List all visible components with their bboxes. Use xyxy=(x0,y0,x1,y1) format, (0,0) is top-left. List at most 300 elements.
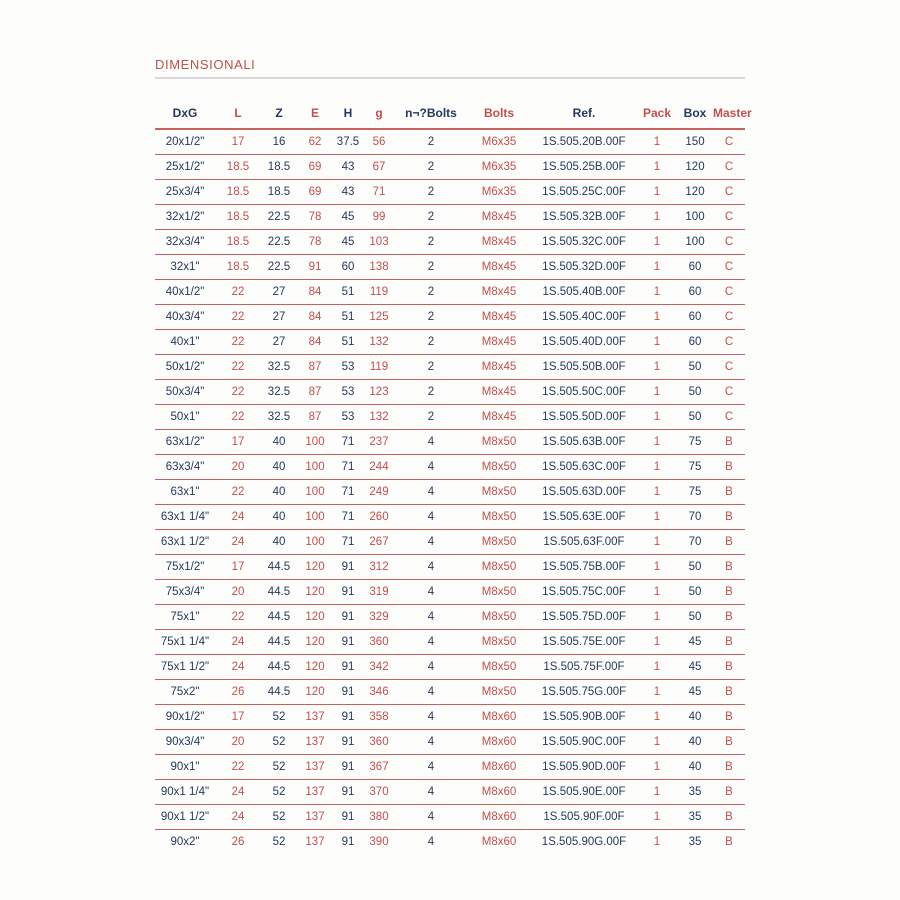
cell-n-bolts: 4 xyxy=(395,580,467,605)
table-row xyxy=(155,355,745,380)
cell-e: 120 xyxy=(297,655,333,680)
cell-h: 91 xyxy=(341,836,355,848)
cell-l: 22 xyxy=(215,480,261,505)
cell-n-bolts: 4 xyxy=(395,555,467,580)
table-row xyxy=(155,205,745,230)
cell-z: 40 xyxy=(261,430,297,455)
cell-h: 53 xyxy=(333,405,363,430)
cell-n-bolts: 4 xyxy=(395,480,467,505)
cell-ref: 1S.505.90F.00F xyxy=(531,805,637,830)
cell-bolts: M8x45 xyxy=(467,380,531,405)
cell-h: 71 xyxy=(333,480,363,505)
cell-z: 44.5 xyxy=(261,630,297,655)
cell-e: 69 xyxy=(297,155,333,180)
cell-e: 137 xyxy=(297,755,333,780)
cell-l: 22 xyxy=(215,405,261,430)
cell-e: 84 xyxy=(297,280,333,305)
cell-e: 120 xyxy=(297,580,333,605)
cell-l: 24 xyxy=(215,655,261,680)
cell-g: 312 xyxy=(363,555,395,580)
cell-ref: 1S.505.20B.00F xyxy=(531,129,637,155)
cell-ref: 1S.505.63D.00F xyxy=(531,480,637,505)
cell-e: 100 xyxy=(297,530,333,555)
cell-l: 24 xyxy=(215,780,261,805)
cell-box: 35 xyxy=(688,836,702,848)
cell-e: 137 xyxy=(297,805,333,830)
cell-box: 45 xyxy=(677,680,713,705)
cell-pack: 1 xyxy=(653,836,661,848)
cell-l: 18.5 xyxy=(215,255,261,280)
cell-dxg: 90x1/2" xyxy=(155,705,215,730)
cell-bolts: M8x45 xyxy=(467,280,531,305)
cell-pack: 1 xyxy=(637,805,677,830)
cell-box: 50 xyxy=(677,355,713,380)
table-row xyxy=(155,230,745,255)
cell-box: 50 xyxy=(677,605,713,630)
cell-ref: 1S.505.63B.00F xyxy=(531,430,637,455)
cell-h: 53 xyxy=(333,355,363,380)
cell-h: 43 xyxy=(333,180,363,205)
column-header-pack: Pack xyxy=(637,94,677,129)
cell-pack: 1 xyxy=(637,330,677,355)
cell-bolts: M6x35 xyxy=(467,180,531,205)
cell-ref: 1S.505.90C.00F xyxy=(531,730,637,755)
table-row xyxy=(155,255,745,280)
cell-e: 87 xyxy=(297,405,333,430)
cell-g: 132 xyxy=(363,405,395,430)
column-header-n-bolts: n¬?Bolts xyxy=(395,94,467,129)
cell-master: B xyxy=(713,780,745,805)
cell-h: 71 xyxy=(333,455,363,480)
page-title: DIMENSIONALI xyxy=(155,57,256,72)
cell-bolts: M8x45 xyxy=(467,205,531,230)
table-row xyxy=(155,780,745,805)
column-header-bolts: Bolts xyxy=(467,94,531,129)
cell-box: 60 xyxy=(677,255,713,280)
cell-l: 22 xyxy=(215,605,261,630)
cell-dxg: 63x1" xyxy=(155,480,215,505)
cell-master: C xyxy=(713,405,745,430)
cell-e: 91 xyxy=(297,255,333,280)
cell-ref: 1S.505.75F.00F xyxy=(531,655,637,680)
cell-h: 91 xyxy=(333,605,363,630)
cell-dxg: 25x1/2" xyxy=(155,155,215,180)
table-row xyxy=(155,680,745,705)
cell-n-bolts: 2 xyxy=(395,305,467,330)
cell-e: 100 xyxy=(297,505,333,530)
cell-n-bolts: 2 xyxy=(395,355,467,380)
cell-l: 22 xyxy=(215,330,261,355)
cell-bolts: M6x35 xyxy=(467,129,531,155)
cell-ref: 1S.505.32B.00F xyxy=(531,205,637,230)
cell-bolts: M8x50 xyxy=(467,430,531,455)
cell-g: 67 xyxy=(363,155,395,180)
cell-g: 360 xyxy=(363,630,395,655)
cell-pack: 1 xyxy=(637,380,677,405)
cell-pack: 1 xyxy=(637,280,677,305)
cell-master: C xyxy=(713,280,745,305)
cell-dxg: 90x2" xyxy=(170,836,200,848)
cell-master: C xyxy=(713,205,745,230)
cell-e: 137 xyxy=(305,836,325,848)
cell-dxg: 32x1" xyxy=(155,255,215,280)
cell-pack: 1 xyxy=(637,205,677,230)
cell-z: 22.5 xyxy=(261,230,297,255)
cell-box: 35 xyxy=(677,805,713,830)
cell-dxg: 63x1/2" xyxy=(155,430,215,455)
cell-box: 75 xyxy=(677,430,713,455)
cell-dxg: 32x3/4" xyxy=(155,230,215,255)
cell-master: B xyxy=(713,730,745,755)
cell-n-bolts: 4 xyxy=(395,680,467,705)
cell-bolts: M8x45 xyxy=(467,330,531,355)
cell-e: 120 xyxy=(297,605,333,630)
cell-l: 20 xyxy=(215,580,261,605)
cell-box: 75 xyxy=(677,455,713,480)
cell-ref: 1S.505.25B.00F xyxy=(531,155,637,180)
cell-n-bolts: 2 xyxy=(395,405,467,430)
cell-box: 50 xyxy=(677,405,713,430)
cell-dxg: 75x1" xyxy=(155,605,215,630)
cell-e: 87 xyxy=(297,380,333,405)
cell-dxg: 40x3/4" xyxy=(155,305,215,330)
cell-h: 51 xyxy=(333,330,363,355)
cell-g: 267 xyxy=(363,530,395,555)
cell-master: B xyxy=(713,455,745,480)
cell-z: 52 xyxy=(261,755,297,780)
cell-master: B xyxy=(725,836,733,848)
cell-h: 45 xyxy=(333,230,363,255)
table-row xyxy=(155,480,745,505)
cell-master: C xyxy=(713,180,745,205)
cell-h: 91 xyxy=(333,655,363,680)
cell-h: 91 xyxy=(333,805,363,830)
table-row xyxy=(155,655,745,680)
cell-z: 18.5 xyxy=(261,155,297,180)
cell-z: 44.5 xyxy=(261,580,297,605)
cell-master: C xyxy=(713,330,745,355)
cell-pack: 1 xyxy=(637,755,677,780)
cell-bolts: M8x50 xyxy=(467,555,531,580)
cell-e: 120 xyxy=(297,630,333,655)
cell-g: 319 xyxy=(363,580,395,605)
cell-ref: 1S.505.75C.00F xyxy=(531,580,637,605)
cell-box: 100 xyxy=(677,205,713,230)
cell-ref: 1S.505.50D.00F xyxy=(531,405,637,430)
column-header-ref: Ref. xyxy=(531,94,637,129)
cell-h: 91 xyxy=(333,730,363,755)
cell-bolts: M8x50 xyxy=(467,655,531,680)
cell-z: 27 xyxy=(261,280,297,305)
cell-e: 78 xyxy=(297,230,333,255)
cell-box: 75 xyxy=(677,480,713,505)
cell-l: 22 xyxy=(215,755,261,780)
cell-pack: 1 xyxy=(637,430,677,455)
cell-z: 27 xyxy=(261,305,297,330)
cell-z: 40 xyxy=(261,505,297,530)
cell-e: 100 xyxy=(297,430,333,455)
cell-bolts: M8x60 xyxy=(467,805,531,830)
column-header-h: H xyxy=(333,94,363,129)
cell-master: B xyxy=(713,605,745,630)
cell-ref: 1S.505.40C.00F xyxy=(531,305,637,330)
cell-n-bolts: 4 xyxy=(395,805,467,830)
cell-g: 370 xyxy=(363,780,395,805)
cell-g: 71 xyxy=(363,180,395,205)
cell-g: 342 xyxy=(363,655,395,680)
cell-n-bolts: 2 xyxy=(395,380,467,405)
cell-dxg: 40x1" xyxy=(155,330,215,355)
cell-pack: 1 xyxy=(637,605,677,630)
cell-master: B xyxy=(713,680,745,705)
cell-box: 45 xyxy=(677,655,713,680)
cell-h: 45 xyxy=(333,205,363,230)
cell-bolts: M6x35 xyxy=(467,155,531,180)
cell-e: 137 xyxy=(297,730,333,755)
cell-master: C xyxy=(713,380,745,405)
cell-e: 100 xyxy=(297,480,333,505)
cell-master: C xyxy=(713,230,745,255)
cell-master: B xyxy=(713,580,745,605)
cell-e: 87 xyxy=(297,355,333,380)
table-row xyxy=(155,555,745,580)
cell-ref: 1S.505.50B.00F xyxy=(531,355,637,380)
cell-dxg: 63x1 1/2" xyxy=(155,530,215,555)
cell-box: 100 xyxy=(677,230,713,255)
column-header-e: E xyxy=(297,94,333,129)
cell-bolts: M8x45 xyxy=(467,230,531,255)
cell-e: 78 xyxy=(297,205,333,230)
table-row xyxy=(155,830,745,855)
cell-n-bolts: 4 xyxy=(395,655,467,680)
cell-box: 50 xyxy=(677,555,713,580)
cell-pack: 1 xyxy=(637,230,677,255)
cell-pack: 1 xyxy=(637,355,677,380)
table-row xyxy=(155,155,745,180)
cell-box: 60 xyxy=(677,305,713,330)
cell-master: B xyxy=(713,505,745,530)
cell-bolts: M8x45 xyxy=(467,355,531,380)
cell-bolts: M8x45 xyxy=(467,255,531,280)
cell-z: 27 xyxy=(261,330,297,355)
cell-master: C xyxy=(713,255,745,280)
cell-master: B xyxy=(713,430,745,455)
cell-h: 53 xyxy=(333,380,363,405)
cell-h: 91 xyxy=(333,580,363,605)
cell-e: 120 xyxy=(297,680,333,705)
table-row xyxy=(155,305,745,330)
cell-bolts: M8x60 xyxy=(467,730,531,755)
cell-h: 91 xyxy=(333,555,363,580)
cell-pack: 1 xyxy=(637,630,677,655)
cell-g: 360 xyxy=(363,730,395,755)
cell-pack: 1 xyxy=(637,555,677,580)
cell-box: 35 xyxy=(677,780,713,805)
cell-g: 367 xyxy=(363,755,395,780)
cell-l: 22 xyxy=(215,355,261,380)
cell-n-bolts: 2 xyxy=(395,180,467,205)
column-header-box: Box xyxy=(677,94,713,129)
cell-dxg: 40x1/2" xyxy=(155,280,215,305)
cell-n-bolts: 4 xyxy=(395,505,467,530)
cell-l: 26 xyxy=(231,836,245,848)
column-header-g: g xyxy=(363,94,395,129)
cell-g: 132 xyxy=(363,330,395,355)
cell-h: 91 xyxy=(333,630,363,655)
table-row xyxy=(155,505,745,530)
cell-g: 380 xyxy=(363,805,395,830)
cell-master: B xyxy=(713,655,745,680)
cell-master: B xyxy=(713,530,745,555)
cell-pack: 1 xyxy=(637,655,677,680)
cell-box: 70 xyxy=(677,505,713,530)
cell-g: 249 xyxy=(363,480,395,505)
cell-bolts: M8x45 xyxy=(467,405,531,430)
cell-dxg: 20x1/2" xyxy=(155,129,215,155)
cell-ref: 1S.505.40B.00F xyxy=(531,280,637,305)
cell-n-bolts: 4 xyxy=(395,605,467,630)
cell-pack: 1 xyxy=(637,129,677,155)
cell-z: 40 xyxy=(261,480,297,505)
cell-box: 40 xyxy=(677,730,713,755)
cell-master: C xyxy=(713,355,745,380)
cell-master: C xyxy=(713,155,745,180)
cell-pack: 1 xyxy=(637,530,677,555)
cell-g: 119 xyxy=(363,355,395,380)
cell-ref: 1S.505.40D.00F xyxy=(531,330,637,355)
cell-n-bolts: 2 xyxy=(395,155,467,180)
cell-z: 52 xyxy=(261,705,297,730)
cell-l: 17 xyxy=(215,129,261,155)
cell-dxg: 50x3/4" xyxy=(155,380,215,405)
cell-z: 52 xyxy=(261,730,297,755)
cell-n-bolts: 2 xyxy=(395,280,467,305)
cell-h: 51 xyxy=(333,280,363,305)
cell-box: 120 xyxy=(677,180,713,205)
cell-e: 137 xyxy=(297,780,333,805)
cell-n-bolts: 2 xyxy=(395,129,467,155)
table-row xyxy=(155,455,745,480)
cell-master: B xyxy=(713,755,745,780)
cell-dxg: 75x2" xyxy=(155,680,215,705)
cell-dxg: 90x3/4" xyxy=(155,730,215,755)
column-header-l: L xyxy=(215,94,261,129)
cell-l: 24 xyxy=(215,630,261,655)
cell-z: 52 xyxy=(272,836,286,848)
table-row xyxy=(155,430,745,455)
cell-g: 358 xyxy=(363,705,395,730)
cell-g: 125 xyxy=(363,305,395,330)
cell-dxg: 32x1/2" xyxy=(155,205,215,230)
cell-pack: 1 xyxy=(637,180,677,205)
title-underline xyxy=(155,77,745,79)
cell-h: 91 xyxy=(333,780,363,805)
cell-g: 244 xyxy=(363,455,395,480)
cell-n-bolts: 4 xyxy=(395,630,467,655)
cell-ref: 1S.505.32C.00F xyxy=(531,230,637,255)
cell-e: 84 xyxy=(297,305,333,330)
cell-bolts: M8x60 xyxy=(481,836,517,848)
cell-pack: 1 xyxy=(637,480,677,505)
cell-box: 150 xyxy=(677,129,713,155)
cell-e: 137 xyxy=(297,705,333,730)
dimensions-table xyxy=(155,94,752,854)
cell-ref: 1S.505.90B.00F xyxy=(531,705,637,730)
cell-g: 260 xyxy=(363,505,395,530)
cell-g: 390 xyxy=(369,836,389,848)
cell-n-bolts: 4 xyxy=(427,836,435,848)
cell-n-bolts: 4 xyxy=(395,455,467,480)
cell-bolts: M8x60 xyxy=(467,705,531,730)
cell-z: 32.5 xyxy=(261,355,297,380)
cell-box: 40 xyxy=(677,755,713,780)
cell-dxg: 63x1 1/4" xyxy=(155,505,215,530)
cell-g: 56 xyxy=(363,129,395,155)
cell-h: 91 xyxy=(333,680,363,705)
cell-l: 24 xyxy=(215,505,261,530)
cell-l: 20 xyxy=(215,455,261,480)
cell-l: 18.5 xyxy=(215,230,261,255)
cell-box: 120 xyxy=(677,155,713,180)
cell-z: 18.5 xyxy=(261,180,297,205)
table-row xyxy=(155,605,745,630)
cell-pack: 1 xyxy=(637,705,677,730)
cell-pack: 1 xyxy=(637,730,677,755)
table-row xyxy=(155,705,745,730)
table-row xyxy=(155,630,745,655)
cell-ref: 1S.505.75D.00F xyxy=(531,605,637,630)
cell-bolts: M8x60 xyxy=(467,780,531,805)
cell-l: 24 xyxy=(215,805,261,830)
cell-l: 18.5 xyxy=(215,155,261,180)
cell-bolts: M8x50 xyxy=(467,480,531,505)
table-row xyxy=(155,530,745,555)
cell-l: 20 xyxy=(215,730,261,755)
column-header-master: Master xyxy=(713,94,745,129)
cell-dxg: 75x1/2" xyxy=(155,555,215,580)
cell-ref: 1S.505.32D.00F xyxy=(531,255,637,280)
cell-h: 71 xyxy=(333,430,363,455)
cell-z: 40 xyxy=(261,530,297,555)
cell-e: 84 xyxy=(297,330,333,355)
cell-bolts: M8x50 xyxy=(467,630,531,655)
cell-g: 103 xyxy=(363,230,395,255)
cell-n-bolts: 4 xyxy=(395,530,467,555)
cell-ref: 1S.505.25C.00F xyxy=(531,180,637,205)
cell-z: 16 xyxy=(261,129,297,155)
cell-g: 329 xyxy=(363,605,395,630)
table-row xyxy=(155,330,745,355)
cell-box: 70 xyxy=(677,530,713,555)
cell-z: 40 xyxy=(261,455,297,480)
cell-ref: 1S.505.75E.00F xyxy=(531,630,637,655)
table-row xyxy=(155,580,745,605)
cell-pack: 1 xyxy=(637,405,677,430)
cell-g: 237 xyxy=(363,430,395,455)
cell-n-bolts: 2 xyxy=(395,255,467,280)
cell-z: 32.5 xyxy=(261,405,297,430)
cell-h: 51 xyxy=(333,305,363,330)
table-row xyxy=(155,730,745,755)
cell-master: B xyxy=(713,555,745,580)
cell-l: 18.5 xyxy=(215,180,261,205)
cell-dxg: 50x1/2" xyxy=(155,355,215,380)
cell-pack: 1 xyxy=(637,580,677,605)
cell-g: 123 xyxy=(363,380,395,405)
cell-z: 44.5 xyxy=(261,655,297,680)
cell-box: 60 xyxy=(677,330,713,355)
cell-ref: 1S.505.63C.00F xyxy=(531,455,637,480)
